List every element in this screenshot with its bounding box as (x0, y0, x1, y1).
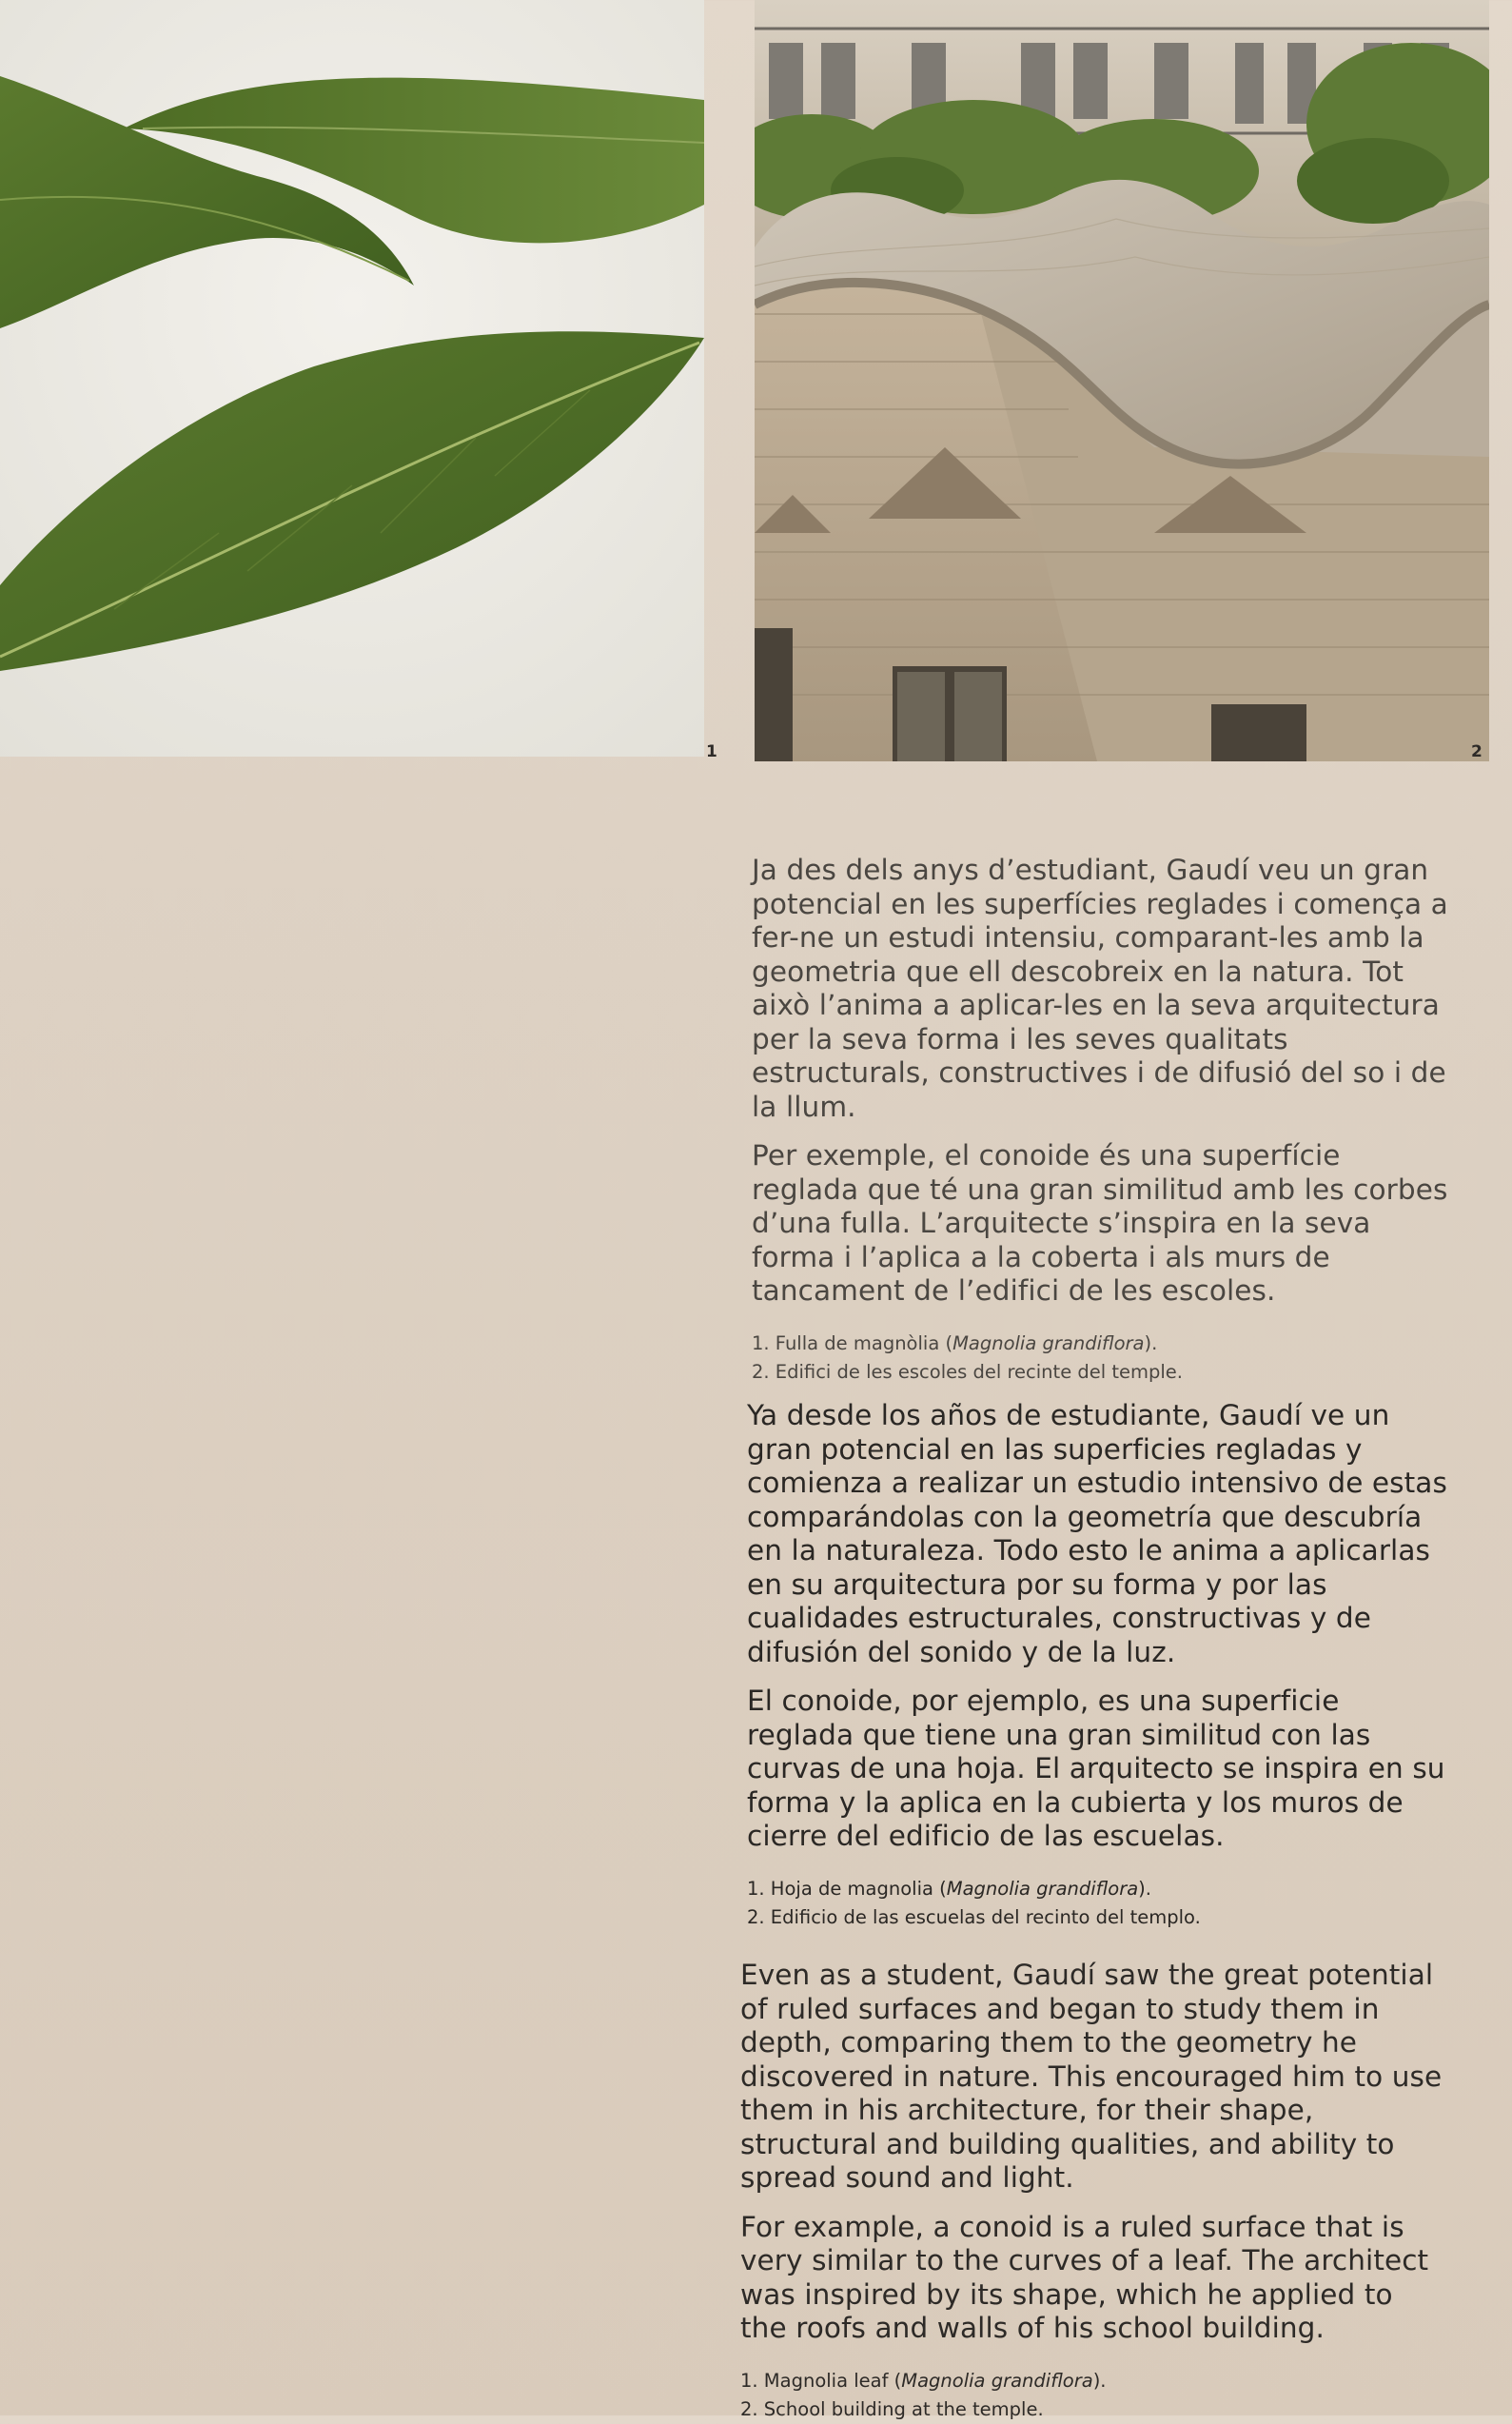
catalan-caption-2: 2. Edifici de les escoles del recinte del temple. (752, 1360, 1184, 1383)
catalan-text-block (752, 854, 1456, 1387)
spanish-paragraph-1: Ya desde los años de estudiante, Gaudí ve un gran potencial en las superficies regladas y comienza a realizar un estudio intensivo de estas comparándolas con la geometría que descubría en la naturaleza. Todo esto le anima a aplicarlas en su arquitectura por su forma y por las cualidades estructurales, constructivas y de difusión del sonido y de la luz. (747, 1399, 1447, 1668)
magnolia-leaf-photo (0, 0, 704, 757)
english-caption-1: 1. Magnolia leaf (Magnolia grandiflora). (740, 2369, 1107, 2392)
spanish-caption-2: 2. Edificio de las escuelas del recinto del templo. (747, 1905, 1201, 1928)
figure-number-1: 1 (706, 742, 717, 761)
figure-number-2: 2 (1471, 742, 1483, 761)
spanish-text-block (747, 1399, 1451, 1932)
school-building-illustration (755, 0, 1489, 761)
spanish-paragraph-2: El conoide, por ejemplo, es una superficie reglada que tiene una gran similitud con las curvas de una hoja. El arquitecto se inspira en su forma y la aplica en la cubierta y los muros de cierre del edificio de las escuelas. (747, 1685, 1445, 1852)
english-text-block (740, 1959, 1444, 2424)
school-building-photo (755, 0, 1489, 761)
english-paragraph-2: For example, a conoid is a ruled surface that is very similar to the curves of a leaf. The architect was inspired by its shape, which he applied to the roofs and walls of his school building. (740, 2210, 1429, 2344)
spanish-captions (747, 1875, 1451, 1932)
spanish-caption-1: 1. Hoja de magnolia (Magnolia grandiflora). (747, 1877, 1151, 1900)
catalan-paragraph-1: Ja des dels anys d’estudiant, Gaudí veu un gran potencial en les superfícies reglades i comença a fer-ne un estudi intensiu, comparant-les amb la geometria que ell descobreix en la natura. Tot això l’anima a aplicar-les en la seva arquitectura per la seva forma i les seves qualitats estructurals, constructives i de difusió del so i de la llum. (752, 854, 1448, 1123)
magnolia-leaf-illustration (0, 0, 704, 757)
english-paragraph-1: Even as a student, Gaudí saw the great potential of ruled surfaces and began to study them in depth, comparing them to the geometry he discovered in nature. This encouraged him to use them in his architecture, for their shape, structural and building qualities, and ability to spread sound and light. (740, 1959, 1443, 2194)
catalan-caption-1: 1. Fulla de magnòlia (Magnolia grandiflora). (752, 1331, 1158, 1354)
english-caption-2: 2. School building at the temple. (740, 2397, 1044, 2420)
catalan-captions (752, 1330, 1456, 1387)
catalan-paragraph-2: Per exemple, el conoide és una superfície reglada que té una gran similitud amb les corbes d’una fulla. L’arquitecte s’inspira en la seva forma i l’aplica a la coberta i als murs de tancament de l’edifici de les escoles. (752, 1139, 1448, 1307)
